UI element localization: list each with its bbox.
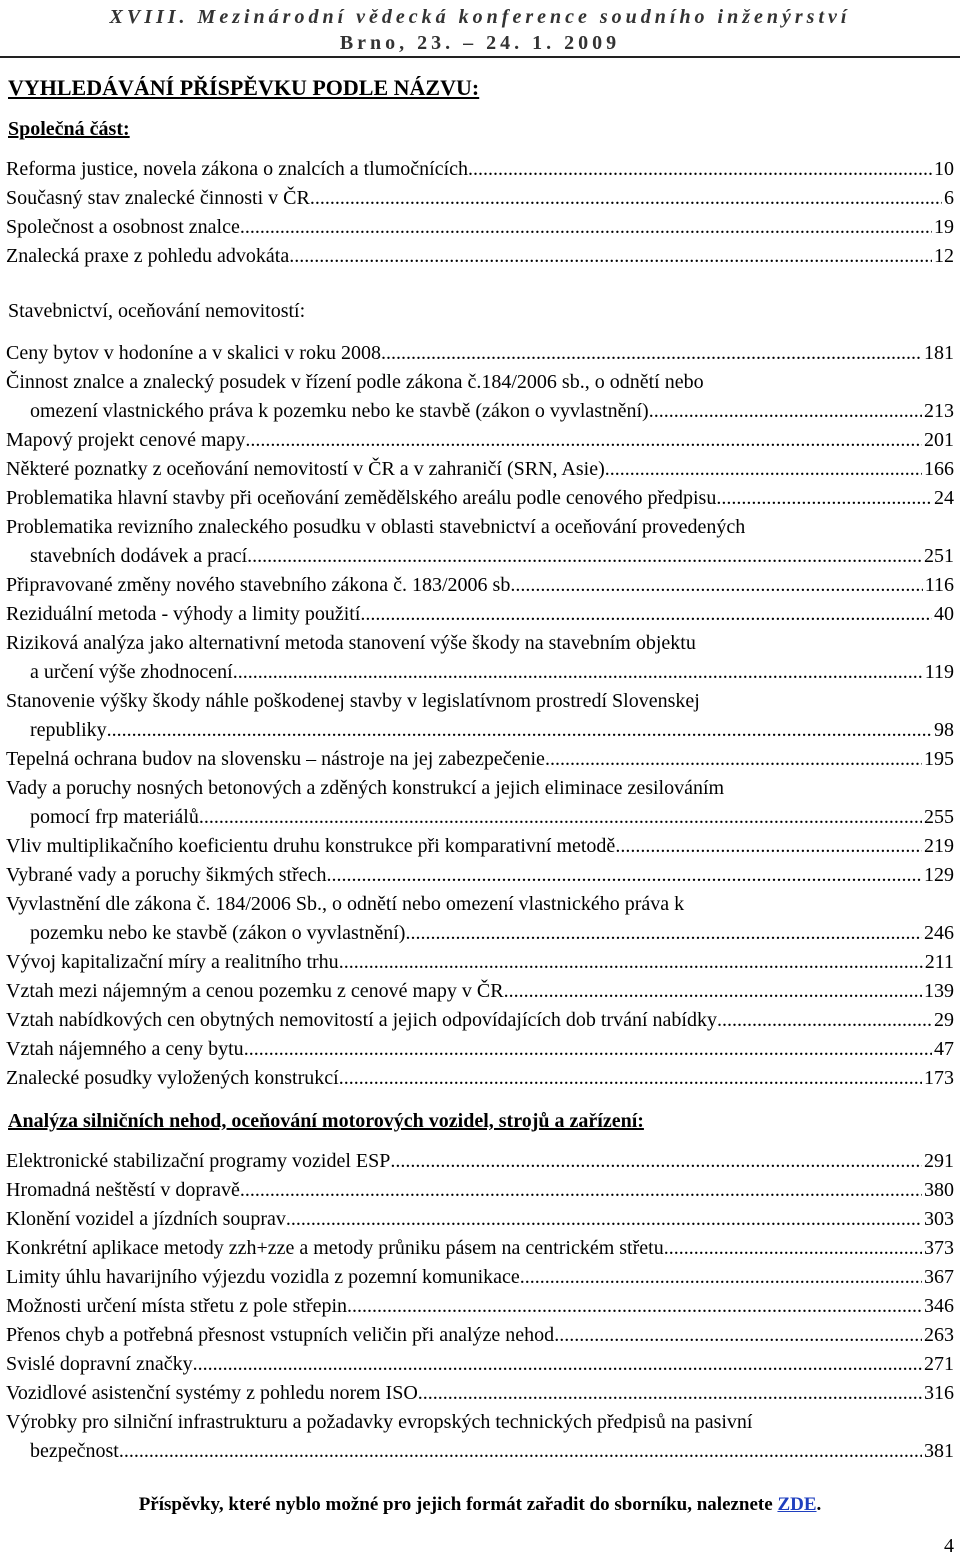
dot-leader (339, 1064, 922, 1093)
dot-leader (107, 716, 932, 745)
toc-entry (6, 242, 954, 271)
toc-page-number: 6 (944, 187, 954, 209)
toc-entry (6, 948, 954, 977)
toc-entry-line (6, 426, 954, 455)
toc-entry (6, 1292, 954, 1321)
toc-page-number: 173 (924, 1067, 954, 1089)
conference-date: Brno, 23. – 24. 1. 2009 (339, 32, 621, 54)
toc-page-number: 213 (924, 400, 954, 422)
toc-entry (6, 1263, 954, 1292)
toc-entry-title: Reziduální metoda - výhody a limity použití (6, 603, 361, 625)
toc-entry (6, 861, 954, 890)
toc-entry (6, 1379, 954, 1408)
dot-leader (504, 977, 922, 1006)
toc-entry (6, 629, 954, 687)
toc-entry-title: Vybrané vady a poruchy šikmých střech (6, 864, 327, 886)
dot-leader (664, 1234, 922, 1263)
toc-list-common (6, 155, 954, 271)
toc-entry-title: Limity úhlu havarijního výjezdu vozidla z pozemní komunikace (6, 1266, 520, 1288)
toc-entry (6, 1035, 954, 1064)
toc-entry (6, 155, 954, 184)
toc-entry-line (6, 1292, 954, 1321)
dot-leader (289, 242, 932, 271)
dot-leader (199, 803, 922, 832)
toc-entry-title: Výrobky pro silniční infrastrukturu a požadavky evropských technických předpisů na pasivní (6, 1411, 753, 1433)
toc-page-number: 139 (924, 980, 954, 1002)
dot-leader (193, 1350, 922, 1379)
toc-entry (6, 455, 954, 484)
toc-entry (6, 1205, 954, 1234)
here-link[interactable]: ZDE (777, 1494, 817, 1515)
toc-entry-line (6, 1321, 954, 1350)
toc-entry (6, 774, 954, 832)
toc-page-number: 201 (924, 429, 954, 451)
toc-page-number: 367 (924, 1266, 954, 1288)
toc-entry-title: Znalecké posudky vyložených konstrukcí (6, 1067, 339, 1089)
dot-leader (310, 184, 942, 213)
toc-entry-title: pozemku nebo ke stavbě (zákon o vyvlastnění) (30, 922, 406, 944)
toc-page-number: 316 (924, 1382, 954, 1404)
toc-entry-title: Klonění vozidel a jízdních souprav (6, 1208, 286, 1230)
section-heading-accidents: Analýza silničních nehod, oceňování motorových vozidel, strojů a zařízení: (8, 1110, 644, 1132)
toc-entry-title: Reforma justice, novela zákona o znalcích a tlumočnících (6, 158, 469, 180)
page-title: VYHLEDÁVÁNÍ PŘÍSPĚVKU PODLE NÁZVU: (8, 75, 480, 100)
footer-note (0, 1492, 960, 1518)
toc-entry-line (6, 155, 954, 184)
toc-entry-title: Vztah nájemného a ceny bytu (6, 1038, 244, 1060)
toc-entry-line (6, 1205, 954, 1234)
toc-page-number: 271 (924, 1353, 954, 1375)
toc-entry (6, 1176, 954, 1205)
toc-entry-line (6, 513, 954, 542)
toc-entry (6, 1234, 954, 1263)
page-header (0, 4, 960, 56)
dot-leader (554, 1321, 922, 1350)
toc-entry-title: Znalecká praxe z pohledu advokáta (6, 245, 290, 267)
toc-entry-title: pomocí frp materiálů (30, 806, 199, 828)
toc-entry-title: Problematika hlavní stavby při oceňování zemědělského areálu podle cenového předpisu (6, 487, 717, 509)
toc-page-number: 381 (924, 1440, 954, 1462)
toc-entry-line (6, 629, 954, 658)
toc-entry (6, 1350, 954, 1379)
toc-entry (6, 339, 954, 368)
toc-entry-title: stavebních dodávek a prací (30, 545, 248, 567)
toc-entry-title: Hromadná neštěstí v dopravě (6, 1179, 240, 1201)
dot-leader (360, 600, 932, 629)
toc-entry-title: Možnosti určení místa střetu z pole střepin (6, 1295, 348, 1317)
toc-page-number: 291 (924, 1150, 954, 1172)
toc-entry-line (6, 600, 954, 629)
dot-leader (405, 919, 922, 948)
toc-entry-title: Vady a poruchy nosných betonových a zděných konstrukcí a jejich eliminace zesilováním (6, 777, 725, 799)
toc-page-number: 211 (924, 951, 954, 973)
toc-entry (6, 832, 954, 861)
dot-leader (240, 1176, 922, 1205)
toc-entry-line (6, 1408, 954, 1437)
toc-entry-title: Riziková analýza jako alternativní metoda stanovení výše škody na stavebním objektu (6, 632, 696, 654)
toc-entry-line (6, 948, 954, 977)
toc-entry-title: Svislé dopravní značky (6, 1353, 193, 1375)
dot-leader (468, 155, 932, 184)
toc-entry-title: Ceny bytov v hodoníne a v skalici v roku 2008 (6, 342, 381, 364)
dot-leader (615, 832, 922, 861)
toc-list-construction (6, 339, 954, 1093)
toc-page-number: 116 (924, 574, 954, 596)
toc-entry-line (6, 339, 954, 368)
toc-entry-line (6, 1437, 954, 1466)
dot-leader (119, 1437, 922, 1466)
toc-entry-line (6, 368, 954, 397)
conference-name: XVIII. Mezinárodní vědecká konference soudního inženýrství (109, 6, 851, 28)
toc-page-number: 373 (924, 1237, 954, 1259)
dot-leader (244, 1035, 932, 1064)
toc-entry-line (6, 1234, 954, 1263)
toc-entry (6, 745, 954, 774)
toc-entry-title: Mapový projekt cenové mapy (6, 429, 246, 451)
toc-page-number: 303 (924, 1208, 954, 1230)
toc-page-number: 263 (924, 1324, 954, 1346)
toc-entry-title: Vliv multiplikačního koeficientu druhu konstrukce při komparativní metodě (6, 835, 616, 857)
toc-entry-title: Připravované změny nového stavebního zákona č. 183/2006 sb. (6, 574, 516, 596)
toc-entry-line (6, 184, 954, 213)
toc-entry-line (6, 745, 954, 774)
toc-entry-title: Tepelná ochrana budov na slovensku – nástroje na jej zabezpečenie (6, 748, 545, 770)
toc-page-number: 346 (924, 1295, 954, 1317)
toc-page-number: 181 (924, 342, 954, 364)
toc-entry (6, 977, 954, 1006)
dot-leader (545, 745, 922, 774)
toc-entry (6, 687, 954, 745)
dot-leader (247, 542, 922, 571)
toc-entry-title: bezpečnost (30, 1440, 119, 1462)
toc-entry-line (6, 1035, 954, 1064)
toc-entry-line (6, 242, 954, 271)
toc-page-number: 98 (934, 719, 954, 741)
toc-entry-title: Současný stav znalecké činnosti v ČR (6, 187, 310, 209)
header-divider (0, 56, 960, 58)
toc-entry-line (6, 484, 954, 513)
toc-page-number: 29 (934, 1009, 954, 1031)
toc-entry (6, 890, 954, 948)
toc-entry (6, 1408, 954, 1466)
toc-entry (6, 1147, 954, 1176)
toc-page-number: 24 (934, 487, 954, 509)
toc-page-number: 219 (924, 835, 954, 857)
toc-entry-line (6, 1006, 954, 1035)
dot-leader (339, 948, 923, 977)
toc-entry-line (6, 1350, 954, 1379)
toc-entry-title: Činnost znalce a znalecký posudek v řízení podle zákona č.184/2006 sb., o odnětí nebo (6, 371, 704, 393)
toc-entry-line (6, 1147, 954, 1176)
toc-entry-title: Vztah mezi nájemným a cenou pozemku z cenové mapy v ČR (6, 980, 504, 1002)
toc-entry-line (6, 1176, 954, 1205)
toc-entry (6, 484, 954, 513)
toc-entry-line (6, 890, 954, 919)
toc-entry-line (6, 397, 954, 426)
toc-entry-title: omezení vlastnického práva k pozemku nebo ke stavbě (zákon o vyvlastnění) (30, 400, 649, 422)
dot-leader (520, 1263, 922, 1292)
toc-page-number: 380 (924, 1179, 954, 1201)
toc-entry-line (6, 861, 954, 890)
toc-page-number: 246 (924, 922, 954, 944)
toc-entry-title: a určení výše zhodnocení (30, 661, 233, 683)
toc-entry-line (6, 977, 954, 1006)
toc-entry-line (6, 213, 954, 242)
toc-entry (6, 213, 954, 242)
section-heading-construction: Stavebnictví, oceňování nemovitostí: (8, 300, 306, 322)
toc-page-number: 47 (934, 1038, 954, 1060)
toc-page-number: 129 (924, 864, 954, 886)
footer-end: . (816, 1494, 822, 1515)
dot-leader (418, 1379, 922, 1408)
toc-page-number: 119 (924, 661, 954, 683)
toc-entry-line (6, 919, 954, 948)
toc-entry-title: Vyvlastnění dle zákona č. 184/2006 Sb., o odnětí nebo omezení vlastnického práva k (6, 893, 685, 915)
toc-entry-line (6, 658, 954, 687)
toc-page-number: 12 (934, 245, 954, 267)
dot-leader (381, 339, 922, 368)
footer-text: Příspěvky, které nyblo možné pro jejich formát zařadit do sborníku, naleznete (138, 1494, 778, 1515)
toc-entry-line (6, 1379, 954, 1408)
toc-entry (6, 1006, 954, 1035)
dot-leader (286, 1205, 922, 1234)
toc-entry-line (6, 716, 954, 745)
toc-page-number: 255 (924, 806, 954, 828)
dot-leader (390, 1147, 922, 1176)
toc-entry-line (6, 803, 954, 832)
toc-entry-title: Společnost a osobnost znalce (6, 216, 240, 238)
toc-entry-title: Některé poznatky z oceňování nemovitostí v ČR a v zahraničí (SRN, Asie) (6, 458, 605, 480)
toc-entry (6, 600, 954, 629)
toc-entry-title: Vztah nabídkových cen obytných nemovitostí a jejich odpovídajících dob trvání nabídky (6, 1009, 717, 1031)
toc-entry-title: Vývoj kapitalizační míry a realitního trhu (6, 951, 339, 973)
toc-entry (6, 368, 954, 426)
toc-entry-line (6, 832, 954, 861)
toc-entry-title: Přenos chyb a potřebná přesnost vstupních veličin při analýze nehod (6, 1324, 555, 1346)
toc-list-accidents (6, 1147, 954, 1466)
toc-page-number: 10 (934, 158, 954, 180)
toc-entry-title: Stanovenie výšky škody náhle poškodenej stavby v legislatívnom prostredí Slovenskej (6, 690, 700, 712)
dot-leader (240, 213, 932, 242)
toc-page-number: 251 (924, 545, 954, 567)
toc-entry (6, 184, 954, 213)
toc-entry (6, 513, 954, 571)
dot-leader (649, 397, 922, 426)
toc-entry (6, 426, 954, 455)
page-number: 4 (944, 1535, 954, 1557)
toc-entry-title: Elektronické stabilizační programy vozidel ESP (6, 1150, 391, 1172)
toc-entry-line (6, 542, 954, 571)
toc-entry-line (6, 455, 954, 484)
section-heading-common: Společná část: (8, 118, 130, 140)
toc-page-number: 40 (934, 603, 954, 625)
dot-leader (245, 426, 922, 455)
toc-page-number: 166 (924, 458, 954, 480)
toc-entry-title: Problematika revizního znaleckého posudku v oblasti stavebnictví a oceňování provedených (6, 516, 746, 538)
dot-leader (233, 658, 923, 687)
dot-leader (326, 861, 922, 890)
toc-page-number: 19 (934, 216, 954, 238)
dot-leader (716, 484, 932, 513)
toc-entry-title: Vozidlové asistenční systémy z pohledu norem ISO (6, 1382, 418, 1404)
toc-entry-line (6, 1263, 954, 1292)
toc-entry (6, 571, 954, 600)
dot-leader (515, 571, 922, 600)
toc-entry (6, 1064, 954, 1093)
dot-leader (605, 455, 922, 484)
dot-leader (717, 1006, 932, 1035)
toc-entry-line (6, 687, 954, 716)
toc-entry-line (6, 774, 954, 803)
dot-leader (347, 1292, 922, 1321)
toc-entry-title: republiky (30, 719, 107, 741)
toc-page-number: 195 (924, 748, 954, 770)
toc-entry-title: Konkrétní aplikace metody zzh+zze a metody průniku pásem na centrickém střetu (6, 1237, 664, 1259)
toc-entry (6, 1321, 954, 1350)
toc-entry-line (6, 1064, 954, 1093)
toc-entry-line (6, 571, 954, 600)
